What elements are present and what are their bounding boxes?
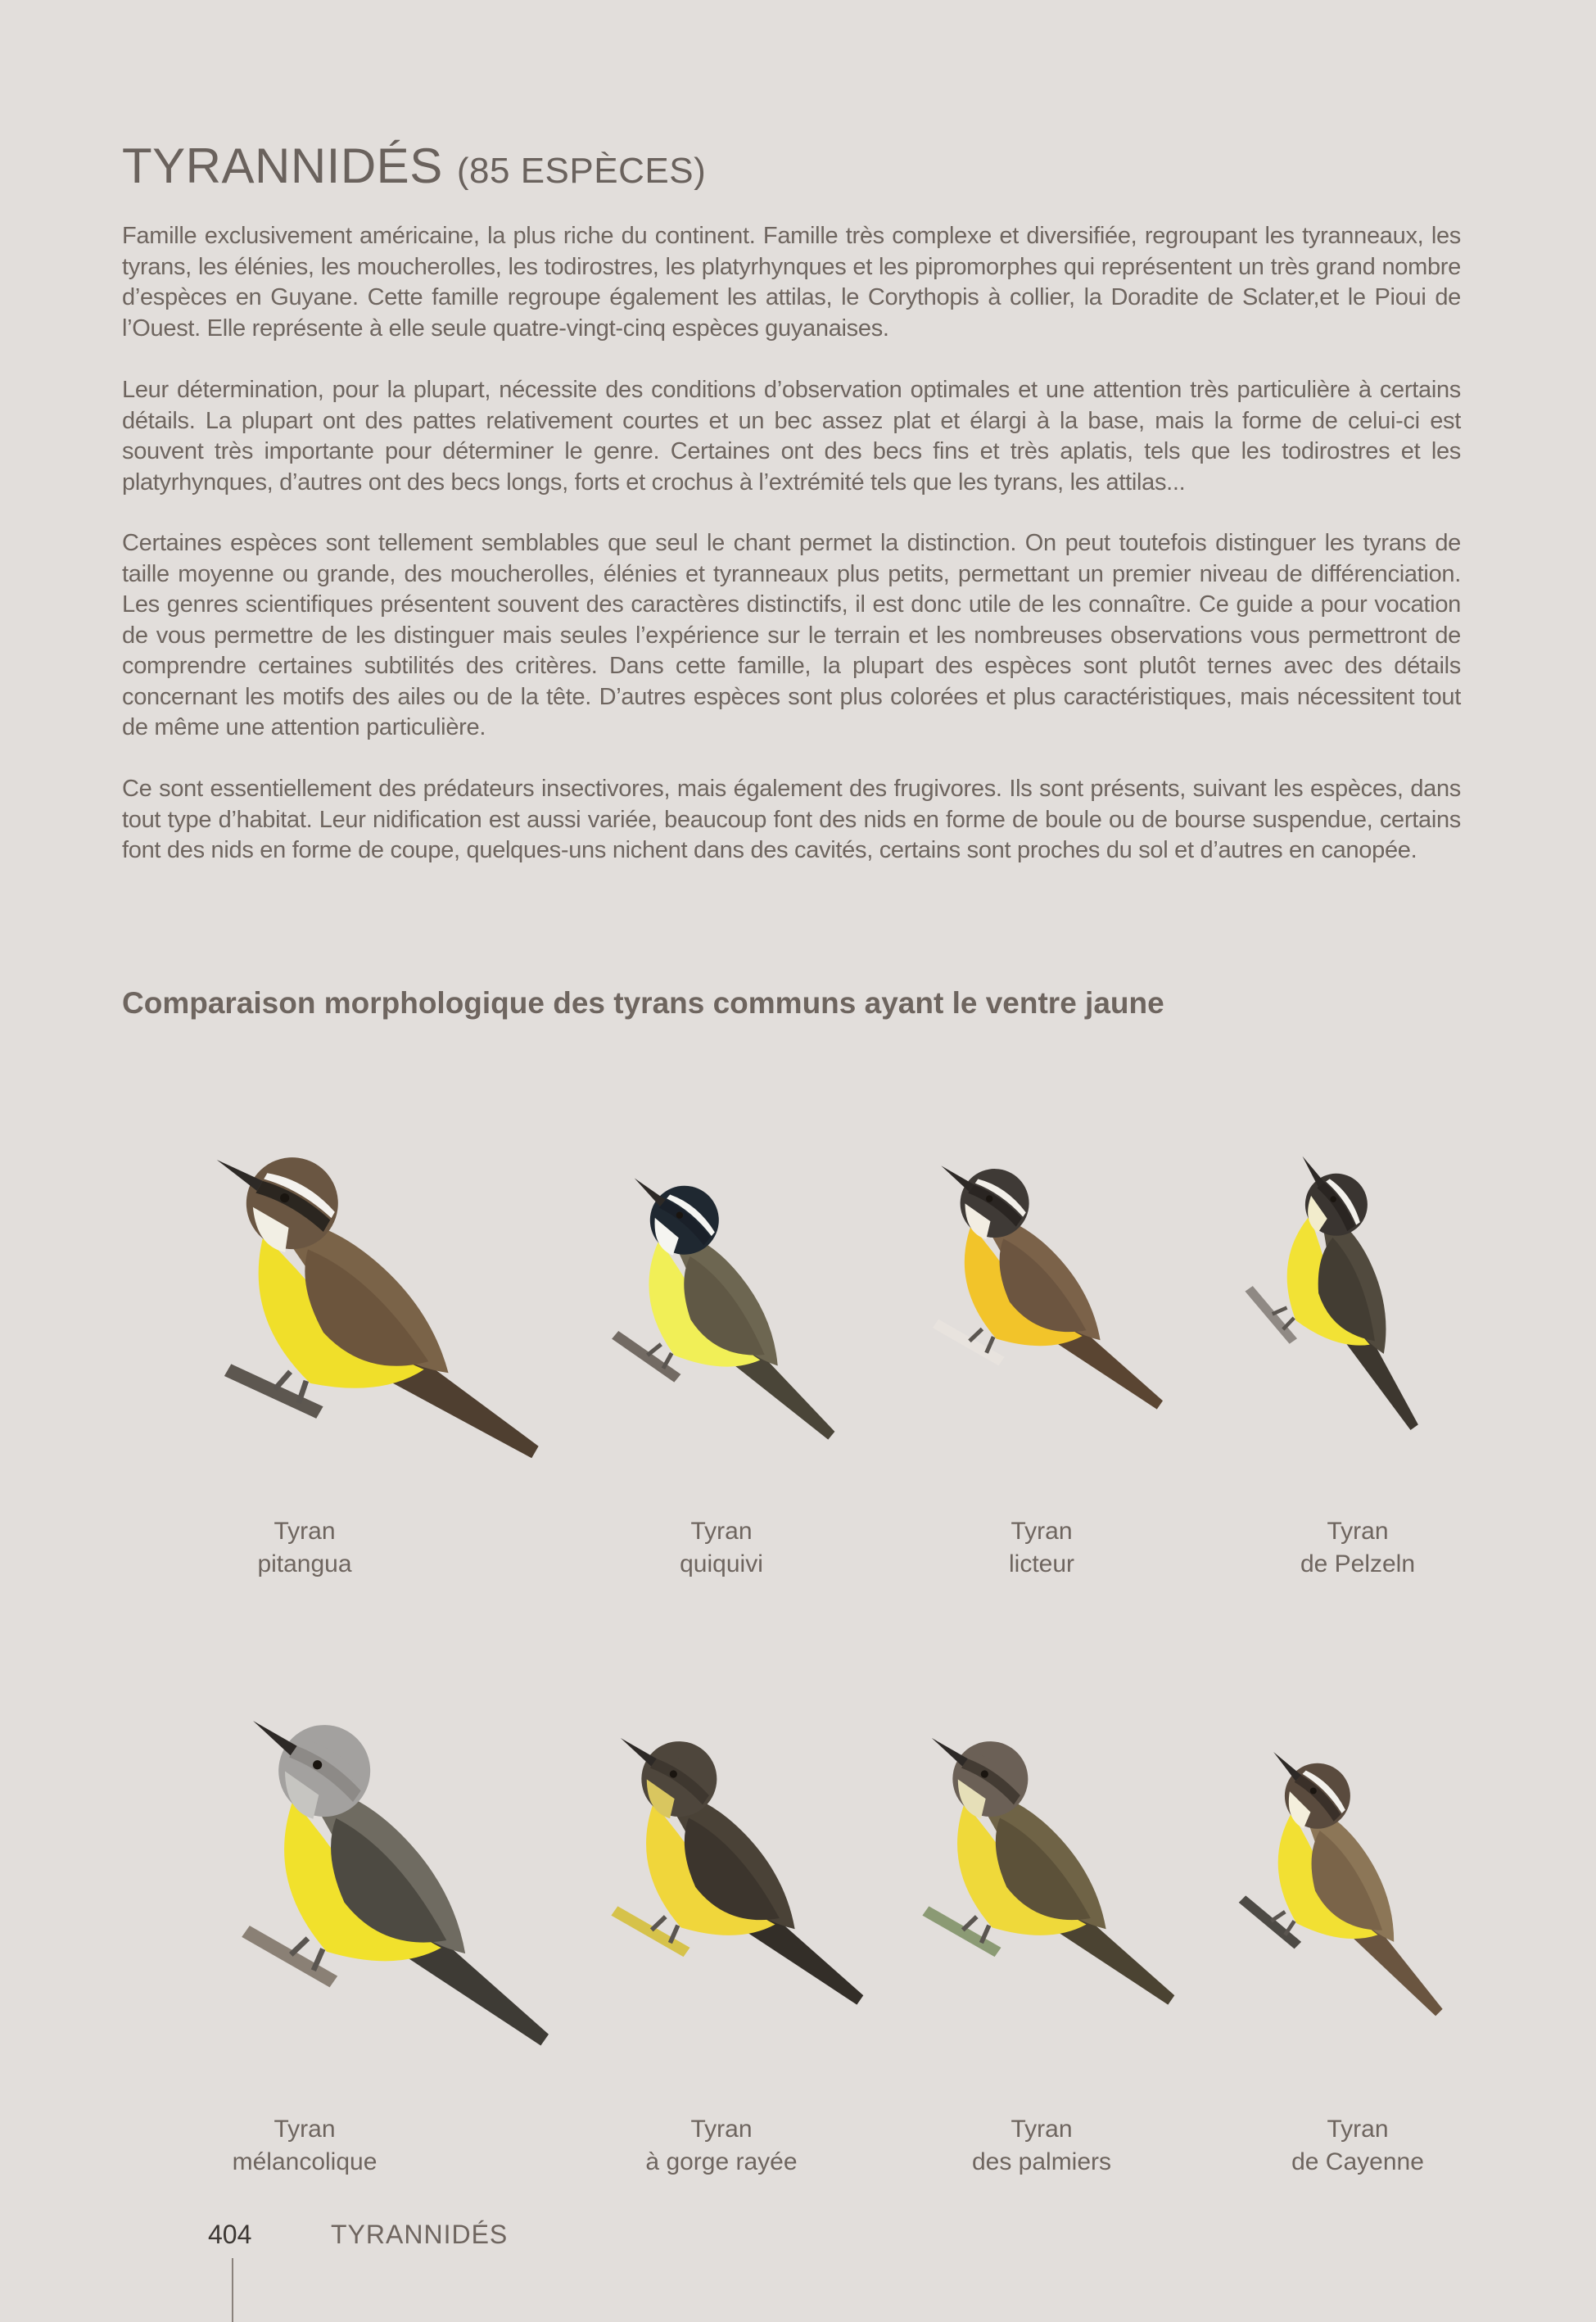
- identification-paragraph: Leur détermination, pour la plupart, nécessite des conditions d’observation optimales et une attention très particulière à certains détails. La plupart ont des pattes relativement courtes et un bec assez plat et élargi à la base, mais la forme de celui-ci est souvent très importante pour déterminer le genre. Certaines ont des becs fins et très aplatis, tels que les todirostres et les platyrhynques, d’autres ont des becs longs, forts et crochus à l’extrémité tels que les tyrans, les attilas...: [122, 377, 1461, 496]
- bird-illustration-cayenne: [1179, 1695, 1507, 2105]
- caption-line: Tyran: [690, 2116, 753, 2143]
- caption-line: Tyran: [274, 2116, 336, 2143]
- caption-pitangua: [223, 1515, 387, 1581]
- page-title: [122, 138, 706, 194]
- ecology-paragraph: Ce sont essentiellement des prédateurs insectivores, mais également des frugivores. Ils sont présents, suivant les espèces, dans tout type d’habitat. Leur nidification est aussi variée, beaucoup font des nids en forme de boule ou de bourse suspendue, certains font des nids en forme de coupe, quelques-uns nichent dans des cavités, certains sont proches du sol et d’autres en canopée.: [122, 776, 1461, 863]
- running-title: TYRANNIDÉS: [331, 2220, 509, 2249]
- caption-line: Tyran: [1010, 2116, 1073, 2143]
- bird-illustration-pelzeln: [1187, 1093, 1499, 1519]
- caption-line: Tyran: [1010, 1518, 1073, 1545]
- caption-line: de Pelzeln: [1300, 1550, 1416, 1577]
- caption-line: Tyran: [1327, 1518, 1389, 1545]
- caption-line: à gorge rayée: [645, 2148, 798, 2175]
- comparison-heading: Comparaison morphologique des tyrans communs ayant le ventre jaune: [122, 986, 1164, 1020]
- caption-gorge-rayee: [615, 2113, 828, 2179]
- caption-line: pitangua: [257, 1550, 352, 1577]
- page-number: 404: [208, 2220, 252, 2249]
- caption-line: licteur: [1008, 1550, 1075, 1577]
- species-count: (85 ESPÈCES): [456, 151, 707, 191]
- caption-line: des palmiers: [971, 2148, 1112, 2175]
- page-title-name: TYRANNIDÉS: [122, 138, 443, 193]
- intro-paragraph: Famille exclusivement américaine, la plus riche du continent. Famille très complexe et diversifiée, regroupant les tyranneaux, les tyrans, les élénies, les moucherolles, les todirostres, les platyrhynques et les pipromorphes qui représentent un très grand nombre d’espèces en Guyane. Cette famille regroupe également les attilas, le Corythopis à collier, la Doradite de Sclater,et le Pioui de l’Ouest. Elle représente à elle seule quatre-vingt-cinq espèces guyanaises.: [122, 223, 1461, 342]
- caption-melancolique: [198, 2113, 411, 2179]
- caption-licteur: [960, 1515, 1124, 1581]
- caption-line: Tyran: [1327, 2116, 1389, 2143]
- caption-quiquivi: [640, 1515, 803, 1581]
- caption-line: quiquivi: [680, 1550, 763, 1577]
- caption-cayenne: [1251, 2113, 1464, 2179]
- footer-rule: [232, 2258, 233, 2322]
- distinction-paragraph: Certaines espèces sont tellement semblables que seul le chant permet la distinction. On peut toutefois distinguer les tyrans de taille moyenne ou grande, des moucherolles, élénies et tyranneaux plus petits, permettant un premier niveau de différenciation. Les genres scientifiques présentent souvent des caractères distinctifs, il est donc utile de les connaître. Ce guide a pour vocation de vous permettre de les distinguer mais seules l’expérience sur le terrain et les nombreuses observations vous permettront de comprendre certaines subtilités des critères. Dans cette famille, la plupart des espèces sont plutôt ternes avec des détails concernant les motifs des ailes ou de la tête. D’autres espèces sont plus colorées et plus caractéristiques, mais nécessitent tout de même une attention particulière.: [122, 530, 1461, 740]
- caption-line: Tyran: [690, 1518, 753, 1545]
- caption-line: mélancolique: [232, 2148, 378, 2175]
- caption-pelzeln: [1276, 1515, 1440, 1581]
- caption-line: Tyran: [274, 1518, 336, 1545]
- caption-line: de Cayenne: [1291, 2148, 1424, 2175]
- caption-palmiers: [935, 2113, 1148, 2179]
